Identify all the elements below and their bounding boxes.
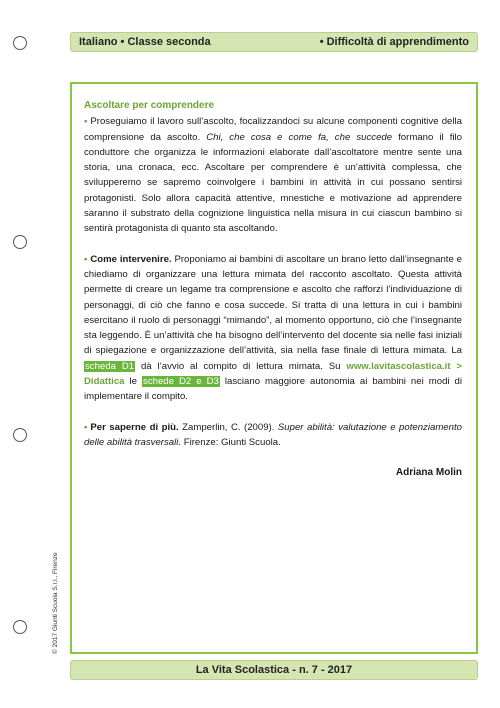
intervention-lead: Come intervenire. [90,253,172,265]
article-body [84,98,462,481]
website-link[interactable]: www.lavitascolastica.it > Didattica [84,360,463,388]
paragraph-intervention [84,252,462,405]
references-title: Super abilità: valutazione e potenziamento delle abilità trasversali. [84,421,462,448]
binder-hole-4 [13,620,27,634]
bullet-icon: • [84,421,88,433]
author-signature: Adriana Molin [395,467,462,479]
copyright-note: © 2017 Giunti Scuola S.r.l., Firenze [52,552,59,654]
intro-text-cont: formano il filo conduttore che organizza le informazioni elaborate dall’ascoltatore mentre sente una storia, una cronaca, ecc. Ascoltare per comprendere è un’attività complessa, che svilupperemo se sapremo coinvolgere i bambini in attività in cui possano sentirsi protagonisti. Solo allora capacità attentive, mnestiche e motivazione ad apprendere saranno il substrato della cognizione linguistica nella misura in cui ciascun bambino si sentirà protagonista di quanto sta ascoltando. [84,131,462,235]
intervention-text-2: dà l’avvio al compito di lettura mimata. Su [140,360,341,372]
content-box [70,82,478,654]
intervention-text-4: lasciano maggiore autonomia ai bambini nei modi di implementare il compito. [84,376,463,403]
page-footer [70,660,478,680]
references-lead: Per saperne di più. [90,421,179,433]
page-header [70,32,478,52]
header-topic: • Difficoltà di apprendimento [319,36,469,48]
intro-text: Proseguiamo il lavoro sull’ascolto, focalizzandoci su alcune componenti cognitive della comprensione da ascolto. [84,116,462,143]
scheda-d1-highlight: scheda D1 [85,360,135,372]
paragraph-references [84,420,462,451]
intervention-text-3: le [129,376,138,388]
schede-d2-d3-highlight: schede D2 e D3 [143,376,219,388]
intro-italic: Chi, che cosa e come fa, che succede [206,131,393,143]
references-publisher: Firenze: Giunti Scuola. [183,436,281,448]
header-subject: Italiano • Classe seconda [79,36,211,48]
footer-text: La Vita Scolastica - n. 7 - 2017 [195,664,353,676]
binder-hole-2 [13,235,27,249]
bullet-icon: • [84,253,88,265]
references-author: Zamperlin, C. (2009). [182,421,275,433]
binder-hole-1 [13,36,27,50]
bullet-icon: • [84,116,88,128]
section-title: Ascoltare per comprendere [84,100,215,111]
paragraph-intro [84,114,462,236]
binder-hole-3 [13,428,27,442]
intervention-text: Proponiamo ai bambini di ascoltare un brano letto dall’insegnante e chiediamo di organizzare una lettura mimata del racconto ascoltato. Questa attività permette di creare un legame tra comprensione e ascolto che rafforzi l’individuazione di personaggi, di ciò che fanno e cosa succede. Si tratta di una lettura in cui i bambini esercitano il ruolo di personaggi “mimando”, al momento opportuno, ciò che l’insegnante sta leggendo. È un’attività che ha bisogno dell’intervento del docente sia nelle fasi iniziali di spiegazione e organizzazione dell’attività, sia nella fase finale di lettura mimata. La [84,253,462,357]
